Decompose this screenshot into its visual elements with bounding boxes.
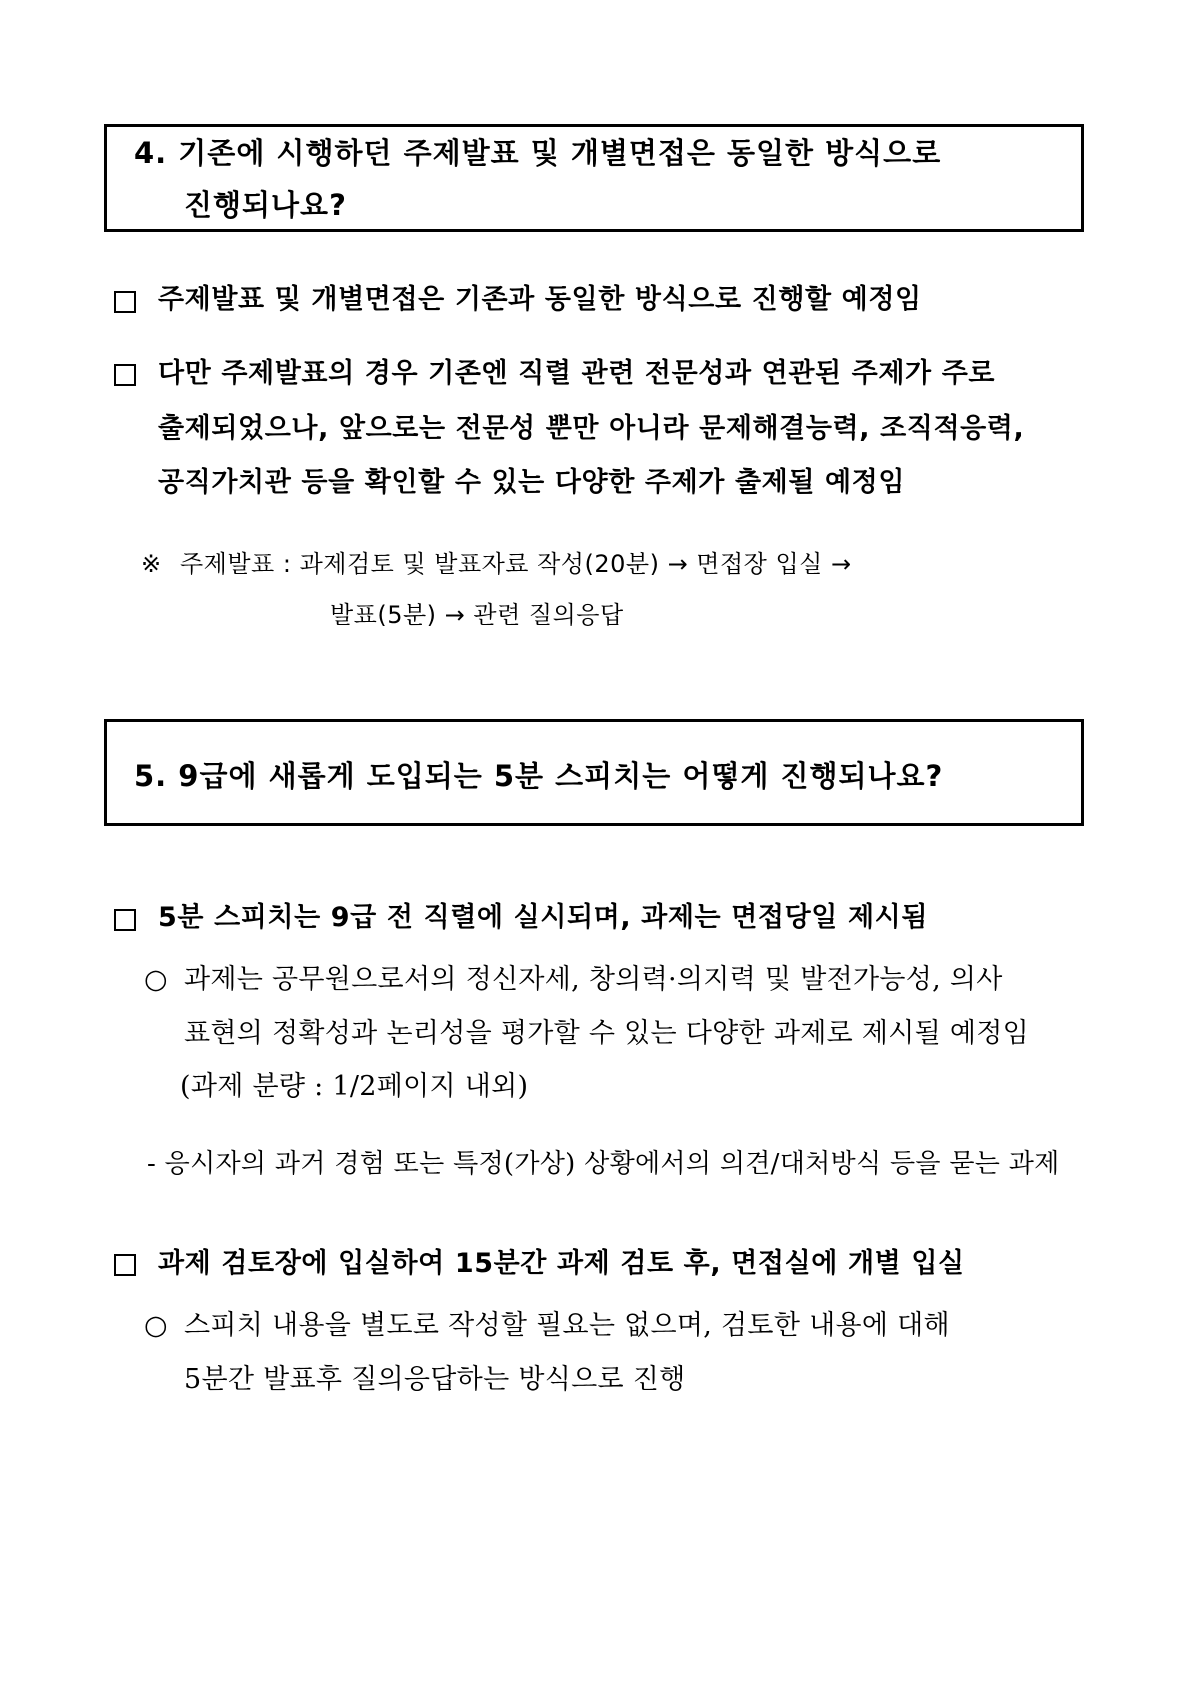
checkbox-square-icon	[114, 1254, 136, 1276]
question-4-line-1: 4. 기존에 시행하던 주제발표 및 개별면접은 동일한 방식으로	[134, 136, 942, 170]
answer-4-bullet-2-line-1: 다만 주제발표의 경우 기존엔 직렬 관련 전문성과 연관된 주제가 주로	[158, 358, 996, 389]
answer-5-sub-2-line-2: 5분간 발표후 질의응답하는 방식으로 진행	[184, 1364, 686, 1395]
answer-5-bullet-1: 5분 스피치는 9급 전 직렬에 실시되며, 과제는 면접당일 제시됨	[158, 902, 928, 933]
answer-5-bullet-2: 과제 검토장에 입실하여 15분간 과제 검토 후, 면접실에 개별 입실	[158, 1248, 965, 1279]
note-line-1: 주제발표 : 과제검토 및 발표자료 작성(20분) → 면접장 입실 →	[180, 550, 852, 578]
answer-5-sub-1-line-2: 표현의 정확성과 논리성을 평가할 수 있는 다양한 과제로 제시될 예정임	[184, 1018, 1030, 1049]
question-4-line-2: 진행되나요?	[184, 188, 347, 222]
answer-4-bullet-1: 주제발표 및 개별면접은 기존과 동일한 방식으로 진행할 예정임	[158, 284, 922, 315]
circle-bullet-icon: ○	[144, 964, 168, 995]
note-reference-mark: ※	[141, 550, 162, 578]
answer-5-sub-1-line-1: 과제는 공무원으로서의 정신자세, 창의력·의지력 및 발전가능성, 의사	[184, 964, 1003, 995]
answer-4-bullet-2-line-2: 출제되었으나, 앞으로는 전문성 뿐만 아니라 문제해결능력, 조직적응력,	[158, 413, 1025, 444]
answer-4-bullet-2-line-3: 공직가치관 등을 확인할 수 있는 다양한 주제가 출제될 예정임	[158, 467, 906, 498]
question-5-line-1: 5. 9급에 새롭게 도입되는 5분 스피치는 어떻게 진행되나요?	[134, 759, 944, 793]
answer-5-dash-item: - 응시자의 과거 경험 또는 특정(가상) 상황에서의 의견/대처방식 등을 묻는 과제	[147, 1149, 1060, 1179]
checkbox-square-icon	[114, 909, 136, 931]
checkbox-square-icon	[114, 291, 136, 313]
note-line-2: 발표(5분) → 관련 질의응답	[330, 601, 624, 629]
answer-5-sub-1-line-3: (과제 분량 : 1/2페이지 내외)	[180, 1071, 529, 1102]
circle-bullet-icon: ○	[144, 1310, 168, 1341]
answer-5-sub-2-line-1: 스피치 내용을 별도로 작성할 필요는 없으며, 검토한 내용에 대해	[184, 1310, 950, 1341]
checkbox-square-icon	[114, 364, 136, 386]
